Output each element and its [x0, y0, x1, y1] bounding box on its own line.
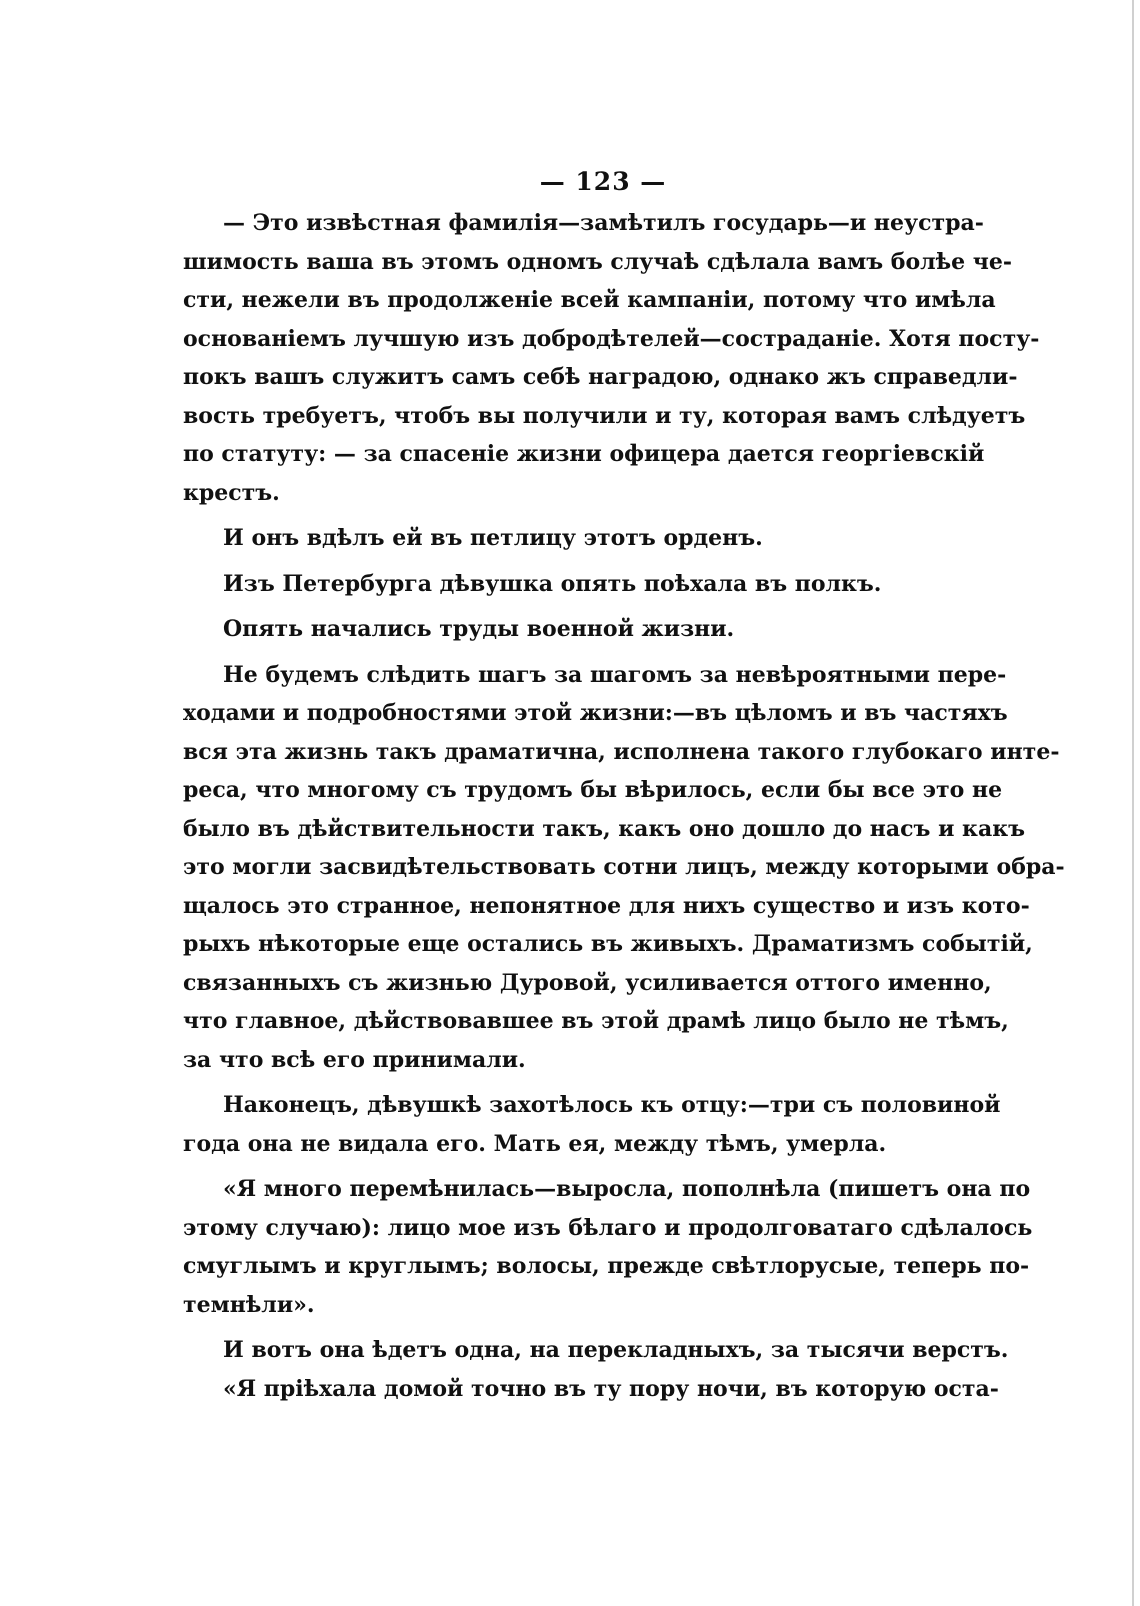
text-line: реса, что многому съ трудомъ бы вѣрилось, если бы все это не: [183, 777, 1003, 803]
text-line: Изъ Петербурга дѣвушка опять поѣхала въ полкъ.: [223, 570, 882, 597]
text-line: за что всѣ его принимали.: [183, 1046, 526, 1073]
text-line: по статуту: — за спасеніе жизни офицера дается георгіевскій: [183, 441, 985, 467]
text-line: Наконецъ, дѣвушкѣ захотѣлось къ отцу:—три съ половиной: [223, 1092, 1001, 1118]
text-line: вость требуетъ, чтобъ вы получили и ту, которая вамъ слѣдуетъ: [183, 402, 1026, 429]
text-line: «Я много перемѣнилась—выросла, пополнѣла (пишетъ она по: [223, 1176, 1031, 1202]
paragraph: [183, 565, 923, 604]
text-line: это могли засвидѣтельствовать сотни лицъ, между которыми обра-: [183, 854, 1065, 880]
text-line: темнѣли».: [183, 1291, 315, 1318]
paragraph: [183, 1086, 1001, 1163]
scan-edge-line: [1132, 0, 1134, 1606]
text-line: сти, нежели въ продолженіе всей кампаніи, потому что имѣла: [183, 287, 996, 313]
paragraph: [183, 1370, 999, 1409]
page-number: — 123 —: [539, 167, 667, 196]
text-line: шимость ваша въ этомъ одномъ случаѣ сдѣлала вамъ болѣе че-: [183, 248, 1012, 275]
text-line: было въ дѣйствительности такъ, какъ оно дошло до насъ и какъ: [183, 815, 1025, 842]
text-line: ходами и подробностями этой жизни:—въ цѣломъ и въ частяхъ: [183, 700, 1008, 726]
paragraph: [183, 1170, 1033, 1324]
text-line: покъ вашъ служитъ самъ себѣ наградою, однако жъ справедли-: [183, 364, 1018, 390]
text-line: Опять начались труды военной жизни.: [223, 616, 735, 642]
text-line: крестъ.: [183, 479, 280, 506]
text-line: смуглымъ и круглымъ; волосы, прежде свѣтлорусые, теперь по-: [183, 1253, 1030, 1279]
text-line: рыхъ нѣкоторые еще остались въ живыхъ. Драматизмъ событій,: [183, 931, 1033, 957]
paragraph: [183, 204, 1040, 512]
text-line: вся эта жизнь такъ драматична, исполнена такого глубокаго инте-: [183, 738, 1060, 765]
paragraph: [183, 519, 923, 558]
text-line: связанныхъ съ жизнью Дуровой, усиливается оттого именно,: [183, 969, 992, 996]
text-line: этому случаю): лицо мое изъ бѣлаго и продолговатаго сдѣлалось: [183, 1214, 1033, 1241]
text-line: что главное, дѣйствовавшее въ этой драмѣ лицо было не тѣмъ,: [183, 1008, 1009, 1034]
text-line: — Это извѣстная фамилія—замѣтилъ государь—и неустра-: [223, 210, 984, 236]
paragraph: [183, 610, 923, 649]
book-page: [183, 160, 1065, 1408]
text-line: «Я пріѣхала домой точно въ ту пору ночи, въ которую оста-: [223, 1375, 999, 1402]
text-line: Не будемъ слѣдить шагъ за шагомъ за невѣроятными пере-: [223, 661, 1007, 688]
text-line: основаніемъ лучшую изъ добродѣтелей—состраданіе. Хотя посту-: [183, 325, 1040, 352]
paragraph: [183, 656, 1065, 1080]
text-line: И вотъ она ѣдетъ одна, на перекладныхъ, за тысячи верстъ.: [223, 1337, 1009, 1363]
text-line: года она не видала его. Мать ея, между тѣмъ, умерла.: [183, 1130, 887, 1157]
text-line: И онъ вдѣлъ ей въ петлицу этотъ орденъ.: [223, 525, 763, 551]
text-line: щалось это странное, непонятное для нихъ существо и изъ кото-: [183, 892, 1030, 919]
paragraph: [183, 1331, 1009, 1370]
